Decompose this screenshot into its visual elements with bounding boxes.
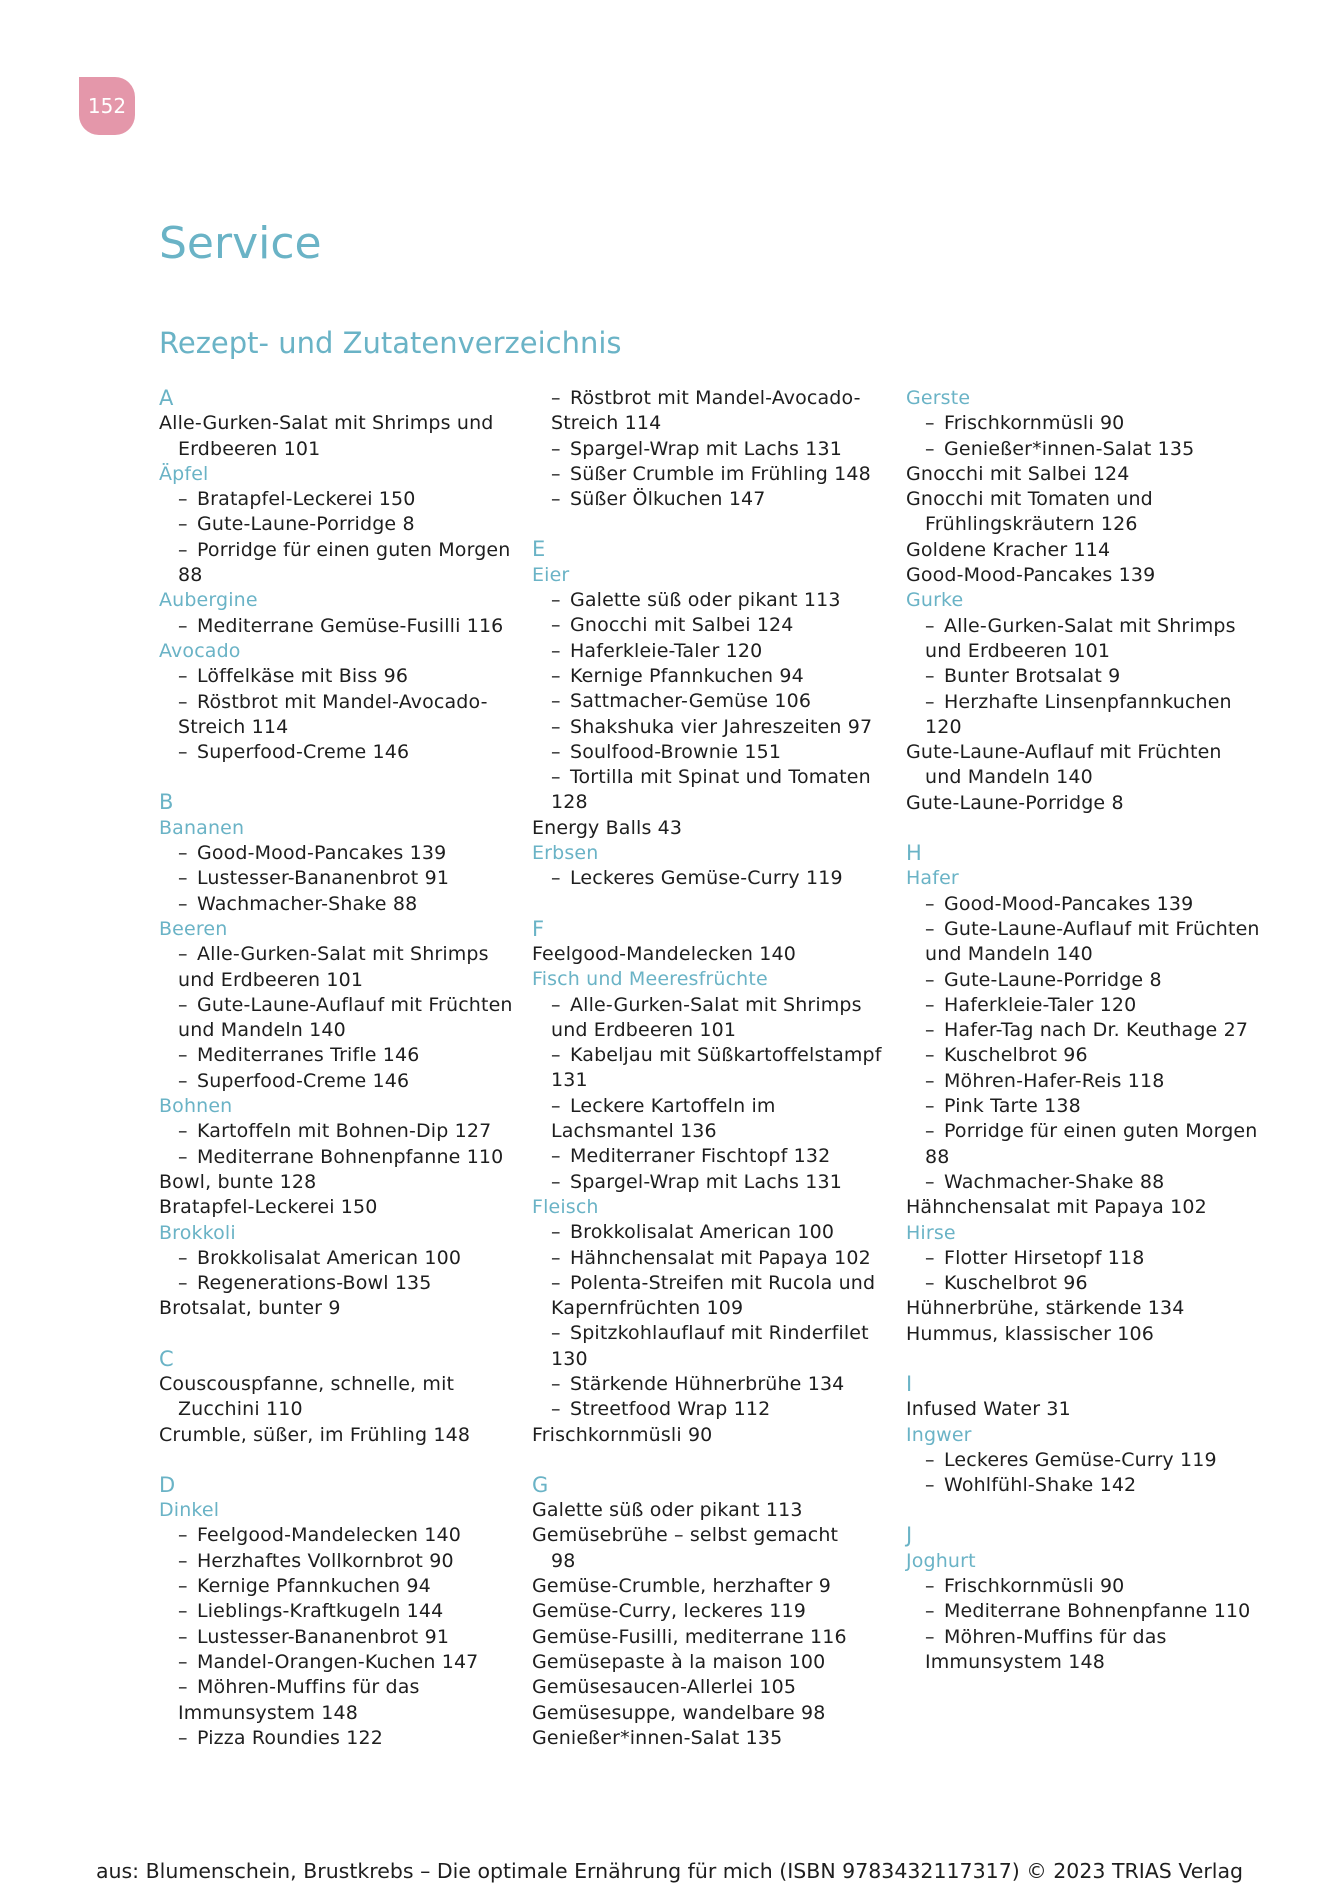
index-subentry: – Alle-Gurken-Salat mit Shrimps: [159, 942, 509, 967]
ingredient-heading: Fleisch: [532, 1195, 599, 1218]
index-subentry: – Feelgood-Mandelecken 140: [159, 1523, 509, 1548]
ingredient-heading: Ingwer: [906, 1423, 972, 1446]
index-subentry: – Kabeljau mit Süßkartoffelstampf: [532, 1043, 880, 1068]
index-entry: Gnocchi mit Tomaten und: [906, 488, 1153, 511]
index-subentry: – Haferkleie-Taler 120: [906, 993, 1256, 1018]
index-subentry: – Röstbrot mit Mandel-Avocado-: [532, 386, 880, 411]
index-entry: Goldene Kracher 114: [906, 538, 1111, 561]
index-continuation: 88: [178, 564, 203, 587]
index-subentry: – Brokkolisalat American 100: [159, 1246, 509, 1271]
ingredient-heading: Fisch und Meeresfrüchte: [532, 968, 768, 991]
section-letter: H: [906, 841, 922, 866]
index-subentry: – Lieblings-Kraftkugeln 144: [159, 1599, 509, 1624]
index-subentry: – Kernige Pfannkuchen 94: [532, 664, 880, 689]
ingredient-heading: Aubergine: [159, 589, 258, 612]
index-subentry: – Stärkende Hühnerbrühe 134: [532, 1372, 880, 1397]
index-entry: Bratapfel-Leckerei 150: [159, 1196, 378, 1219]
index-subentry: – Wohlfühl-Shake 142: [906, 1473, 1256, 1498]
index-entry: Genießer*innen-Salat 135: [532, 1726, 783, 1749]
index-subentry: – Bunter Brotsalat 9: [906, 664, 1256, 689]
source-footer: aus: Blumenschein, Brustkrebs – Die optimale Ernährung für mich (ISBN 9783432117317) © 2023 TRIAS Verlag: [95, 1859, 1244, 1883]
index-section: [532, 917, 880, 1448]
index-continuation: und Mandeln 140: [925, 943, 1093, 966]
index-subentry: – Kuschelbrot 96: [906, 1043, 1256, 1068]
index-continuation: und Erdbeeren 101: [178, 968, 364, 991]
index-entry: Brotsalat, bunter 9: [159, 1297, 341, 1320]
index-entry: Gemüse-Fusilli, mediterrane 116: [532, 1625, 847, 1648]
section-letter: C: [159, 1346, 174, 1371]
section-letter: D: [159, 1472, 176, 1497]
index-entry: Gemüsepaste à la maison 100: [532, 1650, 826, 1673]
index-subentry: – Brokkolisalat American 100: [532, 1220, 880, 1245]
index-subentry: – Möhren-Muffins für das: [906, 1625, 1256, 1650]
ingredient-heading: Brokkoli: [159, 1221, 236, 1244]
index-entry: Feelgood-Mandelecken 140: [532, 942, 796, 965]
index-entry: Hühnerbrühe, stärkende 134: [906, 1297, 1185, 1320]
index-entry: Energy Balls 43: [532, 816, 683, 839]
ingredient-heading: Bohnen: [159, 1095, 233, 1118]
index-subentry: – Gnocchi mit Salbei 124: [532, 613, 880, 638]
index-subentry: – Spargel-Wrap mit Lachs 131: [532, 1170, 880, 1195]
section-letter: F: [532, 916, 545, 941]
ingredient-heading: Hirse: [906, 1221, 956, 1244]
index-subentry: – Leckeres Gemüse-Curry 119: [906, 1448, 1256, 1473]
ingredient-heading: Hafer: [906, 867, 959, 890]
section-letter: I: [906, 1371, 913, 1396]
index-section: [159, 386, 509, 765]
index-continuation: 88: [925, 1145, 950, 1168]
section-letter: A: [159, 386, 174, 410]
index-subentry: – Leckere Kartoffeln im: [532, 1094, 880, 1119]
index-subentry: – Gute-Laune-Porridge 8: [906, 968, 1256, 993]
index-section: [906, 841, 1260, 1347]
index-entry: Crumble, süßer, im Frühling 148: [159, 1423, 471, 1446]
index-section: [532, 537, 880, 891]
ingredient-heading: Beeren: [159, 917, 228, 940]
index-subentry: – Lustesser-Bananenbrot 91: [159, 866, 509, 891]
index-subentry: – Gute-Laune-Porridge 8: [159, 512, 509, 537]
index-subentry: – Pink Tarte 138: [906, 1094, 1256, 1119]
index-subentry: – Tortilla mit Spinat und Tomaten: [532, 765, 880, 790]
index-subentry: – Mandel-Orangen-Kuchen 147: [159, 1650, 509, 1675]
index-subentry: – Mediterranes Trifle 146: [159, 1043, 509, 1068]
index-subentry: – Mediterraner Fischtopf 132: [532, 1144, 880, 1169]
index-subentry: – Bratapfel-Leckerei 150: [159, 487, 509, 512]
index-entry: Gemüse-Curry, leckeres 119: [532, 1600, 806, 1623]
index-entry: Frischkornmüsli 90: [532, 1423, 713, 1446]
index-entry: Bowl, bunte 128: [159, 1170, 317, 1193]
index-continuation: 130: [551, 1347, 588, 1370]
index-continuation: Kapernfrüchten 109: [551, 1297, 744, 1320]
index-subentry: – Regenerations-Bowl 135: [159, 1271, 509, 1296]
index-section: [159, 790, 513, 1321]
index-continuation: Zucchini 110: [178, 1398, 303, 1421]
index-subentry: – Kernige Pfannkuchen 94: [159, 1574, 509, 1599]
ingredient-heading: Bananen: [159, 816, 245, 839]
ingredient-heading: Gerste: [906, 387, 971, 409]
index-subentry: – Alle-Gurken-Salat mit Shrimps: [532, 993, 880, 1018]
index-subentry: – Porridge für einen guten Morgen: [159, 538, 509, 563]
index-entry: Gemüse-Crumble, herzhafter 9: [532, 1575, 831, 1598]
index-subentry: – Röstbrot mit Mandel-Avocado-: [159, 690, 509, 715]
index-subentry: – Kuschelbrot 96: [906, 1271, 1256, 1296]
index-section: [906, 386, 1256, 816]
index-entry: Gemüsebrühe – selbst gemacht: [532, 1524, 839, 1547]
index-subentry: – Löffelkäse mit Biss 96: [159, 664, 509, 689]
index-continuation: 128: [551, 791, 588, 814]
ingredient-heading: Avocado: [159, 639, 241, 662]
index-subentry: – Galette süß oder pikant 113: [532, 588, 880, 613]
index-entry: Couscouspfanne, schnelle, mit: [159, 1372, 455, 1395]
index-entry: Good-Mood-Pancakes 139: [906, 564, 1156, 587]
index-subentry: – Gute-Laune-Auflauf mit Früchten: [159, 993, 509, 1018]
index-subentry: – Herzhafte Linsenpfannkuchen: [906, 690, 1256, 715]
index-continuation: Lachsmantel 136: [551, 1120, 717, 1143]
ingredient-heading: Joghurt: [906, 1549, 976, 1572]
section-letter: J: [906, 1523, 913, 1548]
index-continuation: Streich 114: [178, 715, 289, 738]
index-entry: Gute-Laune-Porridge 8: [906, 791, 1124, 814]
index-subentry: – Superfood-Creme 146: [159, 740, 509, 765]
index-continuation: und Erdbeeren 101: [551, 1018, 737, 1041]
index-entry: Hähnchensalat mit Papaya 102: [906, 1196, 1207, 1219]
index-entry: Gnocchi mit Salbei 124: [906, 462, 1130, 485]
index-subentry: – Alle-Gurken-Salat mit Shrimps: [906, 614, 1256, 639]
index-subentry: – Wachmacher-Shake 88: [159, 892, 509, 917]
ingredient-heading: Eier: [532, 563, 570, 586]
index-continuation: Streich 114: [551, 412, 662, 435]
index-continuation: Erdbeeren 101: [178, 437, 321, 460]
index-subentry: – Leckeres Gemüse-Curry 119: [532, 866, 880, 891]
index-subentry: – Gute-Laune-Auflauf mit Früchten: [906, 917, 1256, 942]
index-subentry: – Herzhaftes Vollkornbrot 90: [159, 1549, 509, 1574]
index-subentry: – Polenta-Streifen mit Rucola und: [532, 1271, 880, 1296]
index-continuation: 120: [925, 715, 962, 738]
index-subentry: – Süßer Crumble im Frühling 148: [532, 462, 880, 487]
section-letter: E: [532, 537, 546, 562]
index-continuation: Frühlingskräutern 126: [925, 513, 1138, 536]
ingredient-heading: Gurke: [906, 589, 964, 612]
index-subentry: – Mediterrane Bohnenpfanne 110: [906, 1599, 1256, 1624]
index-entry: Hummus, klassischer 106: [906, 1322, 1155, 1345]
index-subentry: – Spargel-Wrap mit Lachs 131: [532, 437, 880, 462]
index-subentry: – Sattmacher-Gemüse 106: [532, 689, 880, 714]
index-subentry: – Soulfood-Brownie 151: [532, 740, 880, 765]
index-continuation: Immunsystem 148: [178, 1701, 358, 1724]
index-entry: Galette süß oder pikant 113: [532, 1499, 803, 1522]
ingredient-heading: Dinkel: [159, 1499, 220, 1522]
index-subentry: – Wachmacher-Shake 88: [906, 1170, 1256, 1195]
index-column-2: [532, 386, 880, 1776]
ingredient-heading: Erbsen: [532, 842, 599, 865]
index-section: [532, 1473, 880, 1751]
index-subentry: – Lustesser-Bananenbrot 91: [159, 1625, 509, 1650]
index-entry: Infused Water 31: [906, 1398, 1071, 1421]
index-section: [159, 1473, 509, 1751]
index-subentry: – Mediterrane Gemüse-Fusilli 116: [159, 614, 509, 639]
index-subentry: – Porridge für einen guten Morgen: [906, 1119, 1256, 1144]
index-subentry: – Hafer-Tag nach Dr. Keuthage 27: [906, 1018, 1256, 1043]
index-subentry: – Frischkornmüsli 90: [906, 411, 1256, 436]
index-subentry: – Good-Mood-Pancakes 139: [159, 841, 509, 866]
index-section: [532, 386, 880, 512]
index-entry: Gemüsesuppe, wandelbare 98: [532, 1701, 826, 1724]
section-letter: B: [159, 790, 174, 815]
index-subentry: – Kartoffeln mit Bohnen-Dip 127: [159, 1119, 509, 1144]
index-section: [159, 1347, 509, 1448]
section-letter: G: [532, 1472, 549, 1497]
index-subentry: – Pizza Roundies 122: [159, 1726, 509, 1751]
index-continuation: und Mandeln 140: [178, 1019, 346, 1042]
index-entry: Alle-Gurken-Salat mit Shrimps und: [159, 412, 494, 435]
index-continuation: 131: [551, 1069, 588, 1092]
index-subentry: – Haferkleie-Taler 120: [532, 639, 880, 664]
page-title: Service: [159, 218, 322, 269]
index-continuation: 98: [551, 1549, 576, 1572]
index-subentry: – Frischkornmüsli 90: [906, 1574, 1256, 1599]
index-continuation: und Erdbeeren 101: [925, 639, 1111, 662]
index-subentry: – Möhren-Muffins für das: [159, 1675, 509, 1700]
page-number-badge: 152: [79, 77, 135, 135]
index-subentry: – Möhren-Hafer-Reis 118: [906, 1069, 1256, 1094]
index-subentry: – Good-Mood-Pancakes 139: [906, 892, 1256, 917]
index-subentry: – Streetfood Wrap 112: [532, 1397, 880, 1422]
index-subentry: – Süßer Ölkuchen 147: [532, 487, 880, 512]
index-subentry: – Genießer*innen-Salat 135: [906, 437, 1256, 462]
index-column-3: [906, 386, 1260, 1700]
index-entry: Gute-Laune-Auflauf mit Früchten: [906, 741, 1222, 764]
index-subentry: – Superfood-Creme 146: [159, 1069, 509, 1094]
index-column-1: [159, 386, 513, 1776]
index-subentry: – Shakshuka vier Jahreszeiten 97: [532, 715, 880, 740]
index-subentry: – Hähnchensalat mit Papaya 102: [532, 1246, 880, 1271]
index-subtitle: Rezept- und Zutatenverzeichnis: [159, 326, 622, 360]
index-entry: Gemüsesaucen-Allerlei 105: [532, 1676, 797, 1699]
index-subentry: – Flotter Hirsetopf 118: [906, 1246, 1256, 1271]
index-subentry: – Mediterrane Bohnenpfanne 110: [159, 1145, 509, 1170]
index-section: [906, 1372, 1256, 1498]
index-continuation: Immunsystem 148: [925, 1650, 1105, 1673]
ingredient-heading: Äpfel: [159, 462, 209, 485]
index-continuation: und Mandeln 140: [925, 766, 1093, 789]
index-section: [906, 1523, 1256, 1675]
index-subentry: – Spitzkohlauflauf mit Rinderfilet: [532, 1321, 880, 1346]
